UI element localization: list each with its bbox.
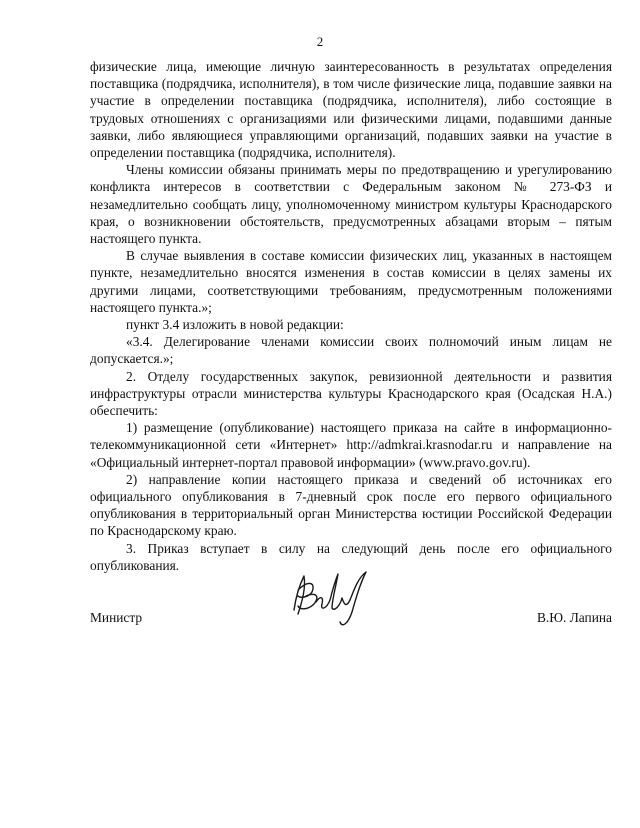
page-number: 2 — [316, 34, 324, 49]
paragraph-6: 2. Отделу государственных закупок, ревизионной деятельности и развития инфраструктуры отрасли министерства культуры Краснодарского края (Осадская Н.А.) обеспечить: — [90, 368, 612, 419]
paragraph-1: физические лица, имеющие личную заинтересованность в результатах определения поставщика (подрядчика, исполнителя), в том числе физические лица, подавшие заявки на участие в определении поставщика (подрядчика, исполнителя), либо состоящие в трудовых отношениях с организациями или физическими лицами, подавшими данные заявки, либо являющиеся управляющими организаций, подавших заявки на участие в определении поставщика (подрядчика, исполнителя). — [90, 59, 612, 161]
handwritten-signature — [286, 566, 376, 632]
signature-block — [90, 566, 612, 646]
paragraph-4: пункт 3.4 изложить в новой редакции: — [126, 317, 344, 333]
signatory-name: В.Ю. Лапина — [536, 610, 612, 625]
paragraph-9: 3. Приказ вступает в силу на следующий день после его официального опубликования. — [90, 540, 612, 573]
signatory-title: Министр — [90, 610, 143, 625]
paragraph-8: 2) направление копии настоящего приказа и сведений об источниках его официального опубликования в 7-дневный срок после его первого официального опубликования в территориальный орган Министерства юстиции Российской Федерации по Краснодарскому краю. — [90, 471, 612, 539]
paragraph-2: Члены комиссии обязаны принимать меры по предотвращению и урегулированию конфликта интересов в соответствии с Федеральным законом № 273-ФЗ и незамедлительно сообщать лицу, уполномоченному министром культуры Краснодарского края, о возникновении обстоятельств, предусмотренных абзацами вторым – пятым настоящего пункта. — [90, 162, 612, 247]
paragraph-7: 1) размещение (опубликование) настоящего приказа на сайте в информационно-телекоммуникационной сети «Интернет» http://admkrai.krasnodar.ru и направление на «Официальный интернет-портал правовой информации» (www.pravo.gov.ru). — [90, 420, 612, 470]
document-body — [90, 58, 612, 574]
paragraph-3: В случае выявления в составе комиссии физических лиц, указанных в настоящем пункте, незамедлительно вносятся изменения в состав комиссии в целях замены их другими лицами, соответствующими требованиям, предусмотренным положениями настоящего пункта.»; — [90, 248, 612, 315]
paragraph-5: «3.4. Делегирование членами комиссии своих полномочий иным лицам не допускается.»; — [90, 334, 612, 367]
